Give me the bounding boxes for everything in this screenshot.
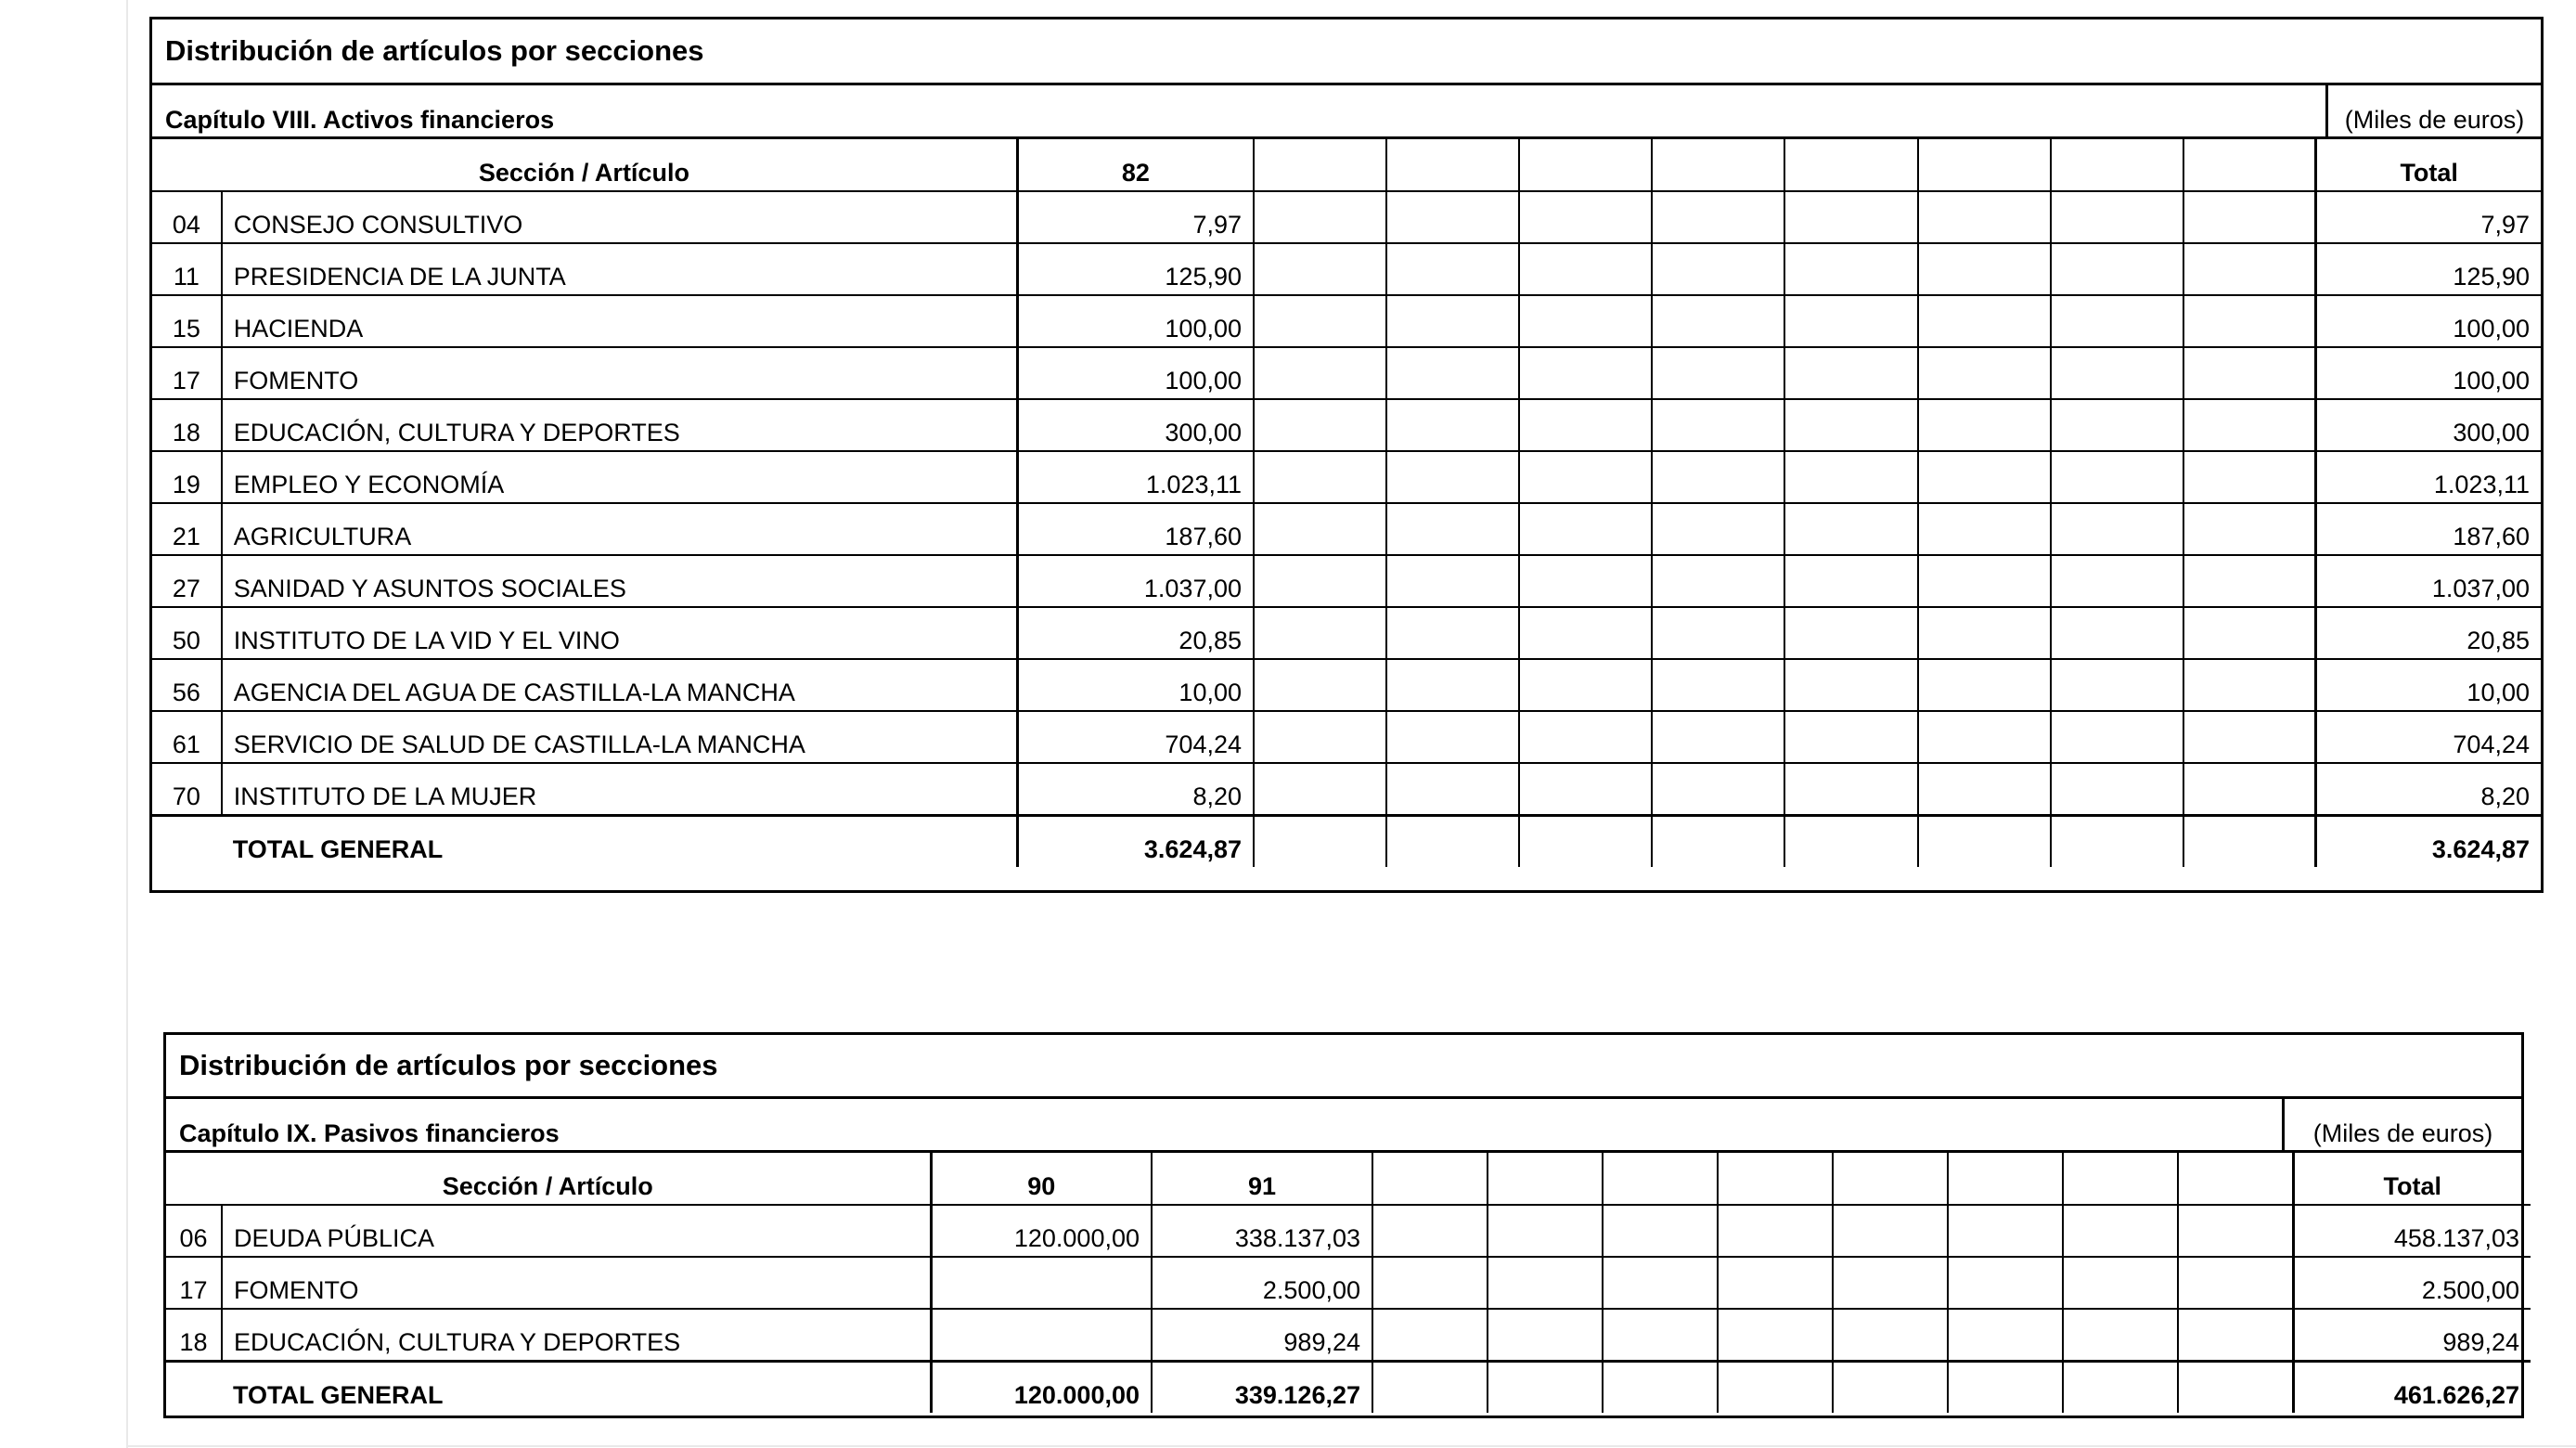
- value-cell: [1519, 191, 1652, 243]
- value-cell: [1948, 1309, 2063, 1361]
- total-value-cell: [1488, 1361, 1603, 1413]
- value-cell: [1254, 347, 1386, 399]
- total-value-cell: [2183, 815, 2316, 867]
- section-code: 56: [152, 659, 222, 711]
- value-cell: [2051, 607, 2183, 659]
- value-cell: [2183, 347, 2316, 399]
- total-value-cell: [1784, 815, 1917, 867]
- total-label: TOTAL GENERAL: [222, 815, 1018, 867]
- data-grid: [166, 1153, 2531, 1413]
- value-cell: [1784, 763, 1917, 815]
- value-cell: [1784, 191, 1917, 243]
- value-cell: [1833, 1309, 1948, 1361]
- row-total: 704,24: [2316, 711, 2541, 763]
- section-code: 17: [166, 1257, 222, 1309]
- value-cell: [1386, 711, 1519, 763]
- total-code-cell: [152, 815, 222, 867]
- header-article-col: [1372, 1153, 1488, 1205]
- value-cell: [1386, 451, 1519, 503]
- value-cell: [1488, 1309, 1603, 1361]
- section-name: SERVICIO DE SALUD DE CASTILLA-LA MANCHA: [222, 711, 1018, 763]
- value-cell: [1784, 347, 1917, 399]
- value-cell: [1386, 347, 1519, 399]
- value-cell: [1603, 1309, 1718, 1361]
- section-code: 15: [152, 295, 222, 347]
- table-row: [152, 243, 2541, 295]
- header-section: Sección / Artículo: [152, 139, 1017, 191]
- section-name: HACIENDA: [222, 295, 1018, 347]
- table-row: [152, 711, 2541, 763]
- section-code: 61: [152, 711, 222, 763]
- value-cell: 100,00: [1017, 295, 1254, 347]
- value-cell: 187,60: [1017, 503, 1254, 555]
- section-name: FOMENTO: [222, 347, 1018, 399]
- value-cell: [2183, 295, 2316, 347]
- total-row: [152, 815, 2541, 867]
- total-row: [166, 1361, 2531, 1413]
- value-cell: [1784, 503, 1917, 555]
- section-name: PRESIDENCIA DE LA JUNTA: [222, 243, 1018, 295]
- table-activos-financieros: [149, 17, 2544, 893]
- table-row: [152, 659, 2541, 711]
- value-cell: [1652, 295, 1784, 347]
- value-cell: 989,24: [1152, 1309, 1372, 1361]
- value-cell: [1603, 1257, 1718, 1309]
- value-cell: [2183, 191, 2316, 243]
- value-cell: [1652, 347, 1784, 399]
- value-cell: [2183, 243, 2316, 295]
- section-code: 04: [152, 191, 222, 243]
- value-cell: 704,24: [1017, 711, 1254, 763]
- value-cell: [1918, 243, 2051, 295]
- row-total: 8,20: [2316, 763, 2541, 815]
- value-cell: [1488, 1257, 1603, 1309]
- value-cell: [2183, 607, 2316, 659]
- table-row: [152, 295, 2541, 347]
- value-cell: [1784, 711, 1917, 763]
- total-value-cell: [1519, 815, 1652, 867]
- value-cell: [1784, 243, 1917, 295]
- value-cell: [1652, 711, 1784, 763]
- value-cell: [2178, 1309, 2293, 1361]
- header-total: Total: [2316, 139, 2541, 191]
- header-article-col: [1652, 139, 1784, 191]
- chapter-row: [166, 1099, 2521, 1153]
- grand-total: 3.624,87: [2316, 815, 2541, 867]
- value-cell: [1254, 607, 1386, 659]
- value-cell: 300,00: [1017, 399, 1254, 451]
- total-value-cell: [1254, 815, 1386, 867]
- total-value-cell: [1652, 815, 1784, 867]
- header-article-col: [1488, 1153, 1603, 1205]
- value-cell: [2178, 1257, 2293, 1309]
- header-row: [166, 1153, 2531, 1205]
- total-label: TOTAL GENERAL: [222, 1361, 931, 1413]
- total-value-cell: [1948, 1361, 2063, 1413]
- value-cell: [1948, 1257, 2063, 1309]
- value-cell: 10,00: [1017, 659, 1254, 711]
- section-name: DEUDA PÚBLICA: [222, 1205, 931, 1257]
- row-total: 458.137,03: [2293, 1205, 2531, 1257]
- value-cell: [2051, 711, 2183, 763]
- section-code: 18: [152, 399, 222, 451]
- row-total: 100,00: [2316, 295, 2541, 347]
- value-cell: [1254, 191, 1386, 243]
- units-label: (Miles de euros): [2282, 1099, 2521, 1150]
- value-cell: [1918, 607, 2051, 659]
- value-cell: [931, 1257, 1152, 1309]
- value-cell: [1718, 1205, 1833, 1257]
- section-code: 50: [152, 607, 222, 659]
- header-article-col: 82: [1017, 139, 1254, 191]
- value-cell: [1718, 1309, 1833, 1361]
- row-total: 125,90: [2316, 243, 2541, 295]
- value-cell: [1519, 347, 1652, 399]
- value-cell: [1519, 763, 1652, 815]
- row-total: 7,97: [2316, 191, 2541, 243]
- value-cell: [1918, 295, 2051, 347]
- value-cell: [2183, 399, 2316, 451]
- value-cell: 1.037,00: [1017, 555, 1254, 607]
- value-cell: 2.500,00: [1152, 1257, 1372, 1309]
- value-cell: [1386, 295, 1519, 347]
- total-value-cell: [1603, 1361, 1718, 1413]
- value-cell: [1918, 711, 2051, 763]
- value-cell: [1254, 243, 1386, 295]
- total-value-cell: [1833, 1361, 1948, 1413]
- section-code: 11: [152, 243, 222, 295]
- table-pasivos-financieros: [163, 1032, 2524, 1418]
- value-cell: [1918, 555, 2051, 607]
- value-cell: [2051, 659, 2183, 711]
- table-row: [166, 1309, 2531, 1361]
- section-code: 27: [152, 555, 222, 607]
- value-cell: [1833, 1257, 1948, 1309]
- value-cell: 7,97: [1017, 191, 1254, 243]
- value-cell: [1652, 555, 1784, 607]
- value-cell: [1652, 191, 1784, 243]
- value-cell: [1918, 451, 2051, 503]
- value-cell: [1386, 763, 1519, 815]
- value-cell: [2051, 451, 2183, 503]
- value-cell: [1519, 659, 1652, 711]
- value-cell: [2051, 399, 2183, 451]
- value-cell: [2051, 763, 2183, 815]
- table-row: [152, 347, 2541, 399]
- total-code-cell: [166, 1361, 222, 1413]
- value-cell: [2051, 243, 2183, 295]
- value-cell: [2051, 555, 2183, 607]
- value-cell: [1386, 659, 1519, 711]
- value-cell: [1784, 295, 1917, 347]
- value-cell: [931, 1309, 1152, 1361]
- value-cell: [1372, 1205, 1488, 1257]
- value-cell: [2063, 1205, 2178, 1257]
- table-row: [152, 191, 2541, 243]
- chapter-label: Capítulo VIII. Activos financieros: [165, 106, 555, 134]
- units-label: (Miles de euros): [2325, 85, 2541, 136]
- value-cell: [1918, 659, 2051, 711]
- table-title: Distribución de artículos por secciones: [152, 19, 2541, 85]
- section-name: EMPLEO Y ECONOMÍA: [222, 451, 1018, 503]
- value-cell: [1918, 503, 2051, 555]
- value-cell: [1519, 451, 1652, 503]
- value-cell: [1784, 659, 1917, 711]
- value-cell: [1386, 399, 1519, 451]
- value-cell: [1254, 399, 1386, 451]
- section-code: 17: [152, 347, 222, 399]
- chapter-row: [152, 85, 2541, 139]
- table-row: [166, 1257, 2531, 1309]
- row-total: 1.037,00: [2316, 555, 2541, 607]
- table-row: [166, 1205, 2531, 1257]
- value-cell: [1652, 607, 1784, 659]
- total-value-cell: [1372, 1361, 1488, 1413]
- value-cell: [1488, 1205, 1603, 1257]
- value-cell: [1386, 243, 1519, 295]
- value-cell: 100,00: [1017, 347, 1254, 399]
- value-cell: [1784, 451, 1917, 503]
- table-row: [152, 763, 2541, 815]
- header-article-col: [2178, 1153, 2293, 1205]
- value-cell: [1254, 555, 1386, 607]
- header-article-col: [1718, 1153, 1833, 1205]
- header-article-col: [1918, 139, 2051, 191]
- value-cell: [2063, 1257, 2178, 1309]
- value-cell: [1652, 451, 1784, 503]
- value-cell: [1254, 451, 1386, 503]
- row-total: 20,85: [2316, 607, 2541, 659]
- value-cell: 8,20: [1017, 763, 1254, 815]
- table-row: [152, 555, 2541, 607]
- value-cell: [2183, 451, 2316, 503]
- row-total: 10,00: [2316, 659, 2541, 711]
- value-cell: [2183, 503, 2316, 555]
- section-code: 06: [166, 1205, 222, 1257]
- value-cell: 20,85: [1017, 607, 1254, 659]
- value-cell: [1386, 191, 1519, 243]
- section-name: INSTITUTO DE LA MUJER: [222, 763, 1018, 815]
- data-grid: [152, 139, 2541, 867]
- chapter-label: Capítulo IX. Pasivos financieros: [179, 1119, 560, 1147]
- total-value-cell: 120.000,00: [931, 1361, 1152, 1413]
- section-name: AGRICULTURA: [222, 503, 1018, 555]
- section-name: SANIDAD Y ASUNTOS SOCIALES: [222, 555, 1018, 607]
- value-cell: 338.137,03: [1152, 1205, 1372, 1257]
- value-cell: [1918, 399, 2051, 451]
- value-cell: [2183, 659, 2316, 711]
- total-value-cell: [1386, 815, 1519, 867]
- header-article-col: 91: [1152, 1153, 1372, 1205]
- section-name: EDUCACIÓN, CULTURA Y DEPORTES: [222, 399, 1018, 451]
- value-cell: [1948, 1205, 2063, 1257]
- section-name: CONSEJO CONSULTIVO: [222, 191, 1018, 243]
- value-cell: [2051, 191, 2183, 243]
- value-cell: [1254, 295, 1386, 347]
- header-article-col: [2063, 1153, 2178, 1205]
- total-value-cell: [1718, 1361, 1833, 1413]
- table-row: [152, 399, 2541, 451]
- value-cell: [1372, 1257, 1488, 1309]
- section-code: 70: [152, 763, 222, 815]
- total-value-cell: [2178, 1361, 2293, 1413]
- value-cell: [1519, 607, 1652, 659]
- value-cell: [1652, 763, 1784, 815]
- header-article-col: [1784, 139, 1917, 191]
- value-cell: [1254, 711, 1386, 763]
- value-cell: [1254, 659, 1386, 711]
- section-code: 19: [152, 451, 222, 503]
- header-article-col: [1603, 1153, 1718, 1205]
- total-value-cell: 3.624,87: [1017, 815, 1254, 867]
- value-cell: [1386, 503, 1519, 555]
- value-cell: [1519, 555, 1652, 607]
- header-article-col: 90: [931, 1153, 1152, 1205]
- value-cell: [1652, 659, 1784, 711]
- header-article-col: [2183, 139, 2316, 191]
- value-cell: 125,90: [1017, 243, 1254, 295]
- value-cell: [1519, 243, 1652, 295]
- section-name: FOMENTO: [222, 1257, 931, 1309]
- value-cell: [1519, 503, 1652, 555]
- row-total: 187,60: [2316, 503, 2541, 555]
- header-article-col: [1254, 139, 1386, 191]
- value-cell: [1254, 763, 1386, 815]
- value-cell: [1254, 503, 1386, 555]
- table-row: [152, 451, 2541, 503]
- header-article-col: [1833, 1153, 1948, 1205]
- value-cell: [2063, 1309, 2178, 1361]
- value-cell: [2051, 503, 2183, 555]
- value-cell: [1784, 555, 1917, 607]
- header-article-col: [1519, 139, 1652, 191]
- row-total: 100,00: [2316, 347, 2541, 399]
- value-cell: [1372, 1309, 1488, 1361]
- value-cell: [1784, 607, 1917, 659]
- value-cell: [1519, 711, 1652, 763]
- value-cell: 120.000,00: [931, 1205, 1152, 1257]
- header-article-col: [1386, 139, 1519, 191]
- value-cell: [1833, 1205, 1948, 1257]
- value-cell: [1718, 1257, 1833, 1309]
- value-cell: [1784, 399, 1917, 451]
- section-name: INSTITUTO DE LA VID Y EL VINO: [222, 607, 1018, 659]
- header-section: Sección / Artículo: [166, 1153, 931, 1205]
- value-cell: [1652, 503, 1784, 555]
- value-cell: [2178, 1205, 2293, 1257]
- value-cell: [1603, 1205, 1718, 1257]
- section-code: 21: [152, 503, 222, 555]
- total-value-cell: 339.126,27: [1152, 1361, 1372, 1413]
- section-name: EDUCACIÓN, CULTURA Y DEPORTES: [222, 1309, 931, 1361]
- page-left-edge: [126, 0, 128, 1448]
- value-cell: [2183, 763, 2316, 815]
- value-cell: [1519, 399, 1652, 451]
- value-cell: 1.023,11: [1017, 451, 1254, 503]
- section-code: 18: [166, 1309, 222, 1361]
- value-cell: [2183, 555, 2316, 607]
- total-value-cell: [2063, 1361, 2178, 1413]
- table-title: Distribución de artículos por secciones: [166, 1035, 2521, 1099]
- grand-total: 461.626,27: [2293, 1361, 2531, 1413]
- value-cell: [1918, 763, 2051, 815]
- header-total: Total: [2293, 1153, 2531, 1205]
- value-cell: [1519, 295, 1652, 347]
- row-total: 1.023,11: [2316, 451, 2541, 503]
- header-article-col: [2051, 139, 2183, 191]
- section-name: AGENCIA DEL AGUA DE CASTILLA-LA MANCHA: [222, 659, 1018, 711]
- row-total: 2.500,00: [2293, 1257, 2531, 1309]
- value-cell: [2051, 295, 2183, 347]
- row-total: 989,24: [2293, 1309, 2531, 1361]
- value-cell: [1918, 191, 2051, 243]
- value-cell: [1652, 243, 1784, 295]
- header-article-col: [1948, 1153, 2063, 1205]
- table-row: [152, 607, 2541, 659]
- value-cell: [1652, 399, 1784, 451]
- value-cell: [1918, 347, 2051, 399]
- header-row: [152, 139, 2541, 191]
- table-row: [152, 503, 2541, 555]
- value-cell: [2183, 711, 2316, 763]
- total-value-cell: [1918, 815, 2051, 867]
- value-cell: [1386, 555, 1519, 607]
- value-cell: [1386, 607, 1519, 659]
- page-bottom-edge: [126, 1445, 2576, 1447]
- row-total: 300,00: [2316, 399, 2541, 451]
- value-cell: [2051, 347, 2183, 399]
- total-value-cell: [2051, 815, 2183, 867]
